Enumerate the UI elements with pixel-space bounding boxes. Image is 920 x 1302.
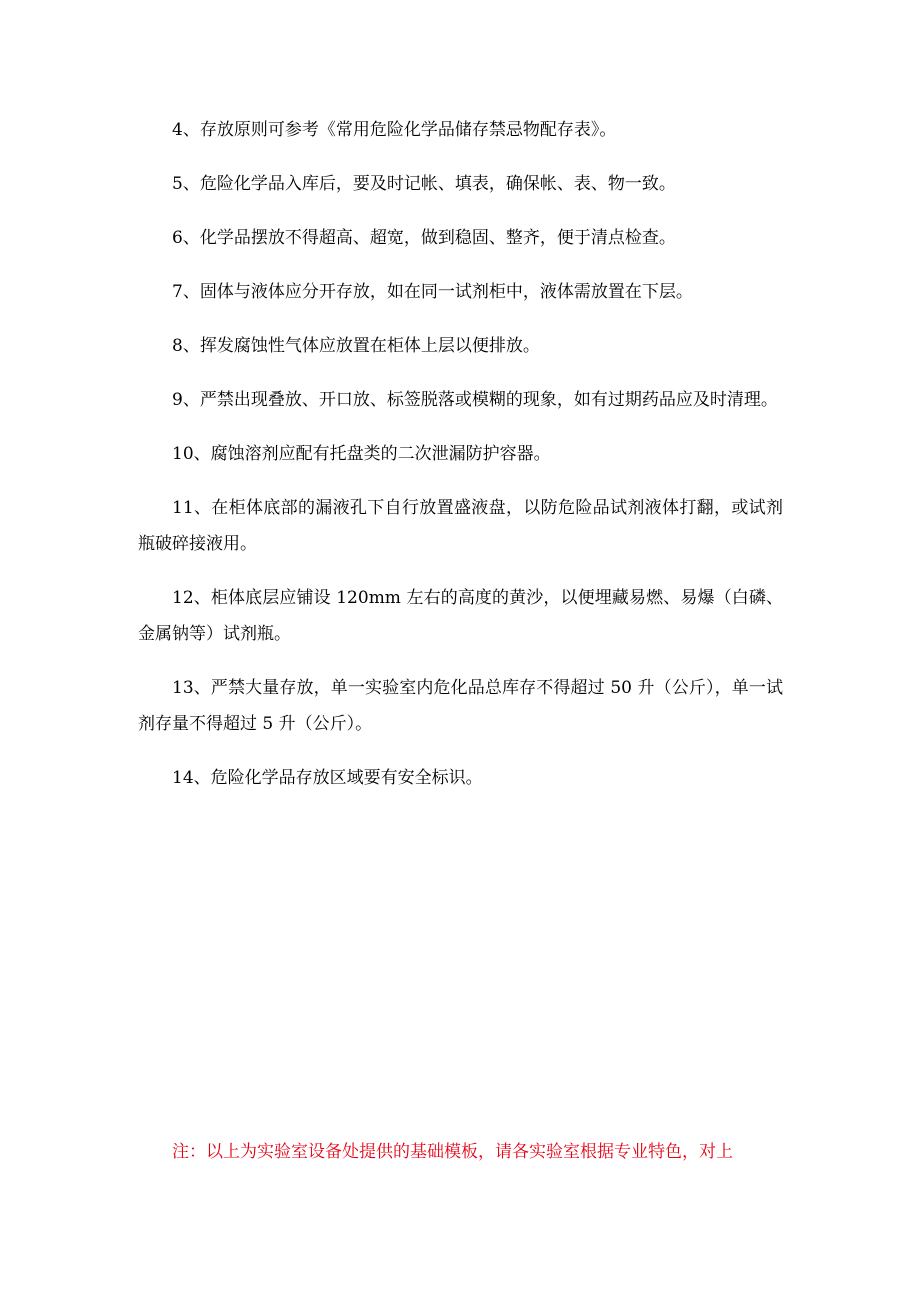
rule-item-8: 8、挥发腐蚀性气体应放置在柜体上层以便排放。: [172, 336, 540, 356]
rule-item-14: 14、危险化学品存放区域要有安全标识。: [172, 768, 483, 788]
rule-item-10: 10、腐蚀溶剂应配有托盘类的二次泄漏防护容器。: [172, 444, 551, 464]
rule-item-5: 5、危险化学品入库后，要及时记帐、填表，确保帐、表、物一致。: [172, 174, 676, 194]
rule-item-11: 11、在柜体底部的漏液孔下自行放置盛液盘，以防危险品试剂液体打翻，或试剂瓶破碎接液用。: [138, 498, 783, 554]
template-note: 注：以上为实验室设备处提供的基础模板，请各实验室根据专业特色，对上: [172, 1142, 733, 1162]
rule-item-9: 9、严禁出现叠放、开口放、标签脱落或模糊的现象，如有过期药品应及时清理。: [172, 390, 778, 410]
rule-item-13: 13、严禁大量存放，单一实验室内危化品总库存不得超过 50 升（公斤），单一试剂存量不得超过 5 升（公斤）。: [138, 678, 783, 734]
rules-list: [138, 112, 783, 796]
rule-item-6: 6、化学品摆放不得超高、超宽，做到稳固、整齐，便于清点检查。: [172, 228, 676, 248]
rule-item-7: 7、固体与液体应分开存放，如在同一试剂柜中，液体需放置在下层。: [172, 282, 693, 302]
rule-item-12: 12、柜体底层应铺设 120mm 左右的高度的黄沙，以便埋藏易燃、易爆（白磷、金属钠等）试剂瓶。: [138, 588, 783, 644]
rule-item-4: 4、存放原则可参考《常用危险化学品储存禁忌物配存表》。: [172, 120, 617, 140]
